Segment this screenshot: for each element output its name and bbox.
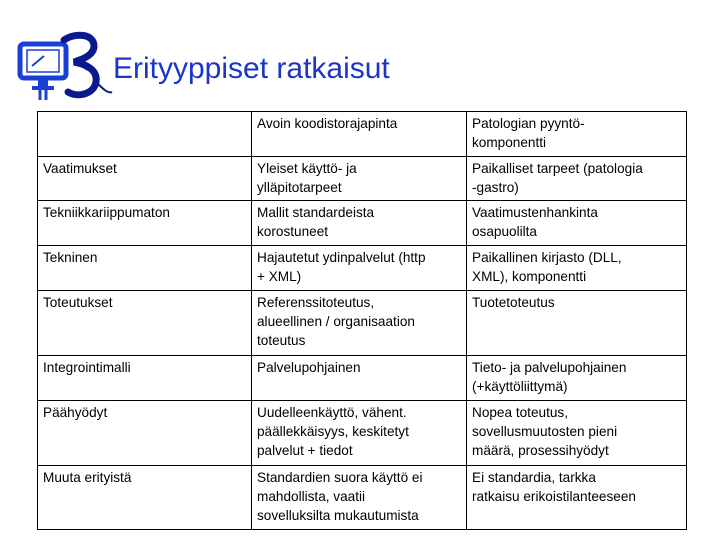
table-cell: Paikallinen kirjasto (DLL, XML), komponentti [467, 246, 687, 291]
table-row-label: Integrointimalli [38, 356, 252, 401]
table-cell: Vaatimustenhankinta osapuolilta [467, 201, 687, 246]
table-cell: Mallit standardeista korostuneet [252, 201, 467, 246]
table-cell: Standardien suora käyttö ei mahdollista, vaatii sovelluksilta mukautumista [252, 466, 467, 530]
table-cell: Nopea toteutus, sovellusmuutosten pieni määrä, prosessihyödyt [467, 401, 687, 466]
table-cell: Referenssitoteutus, alueellinen / organisaation toteutus [252, 291, 467, 356]
page-title: Erityyppiset ratkaisut [113, 52, 390, 85]
comparison-table [37, 111, 687, 530]
table-row [38, 157, 687, 201]
table-row [38, 356, 687, 401]
table-cell: Paikalliset tarpeet (patologia -gastro) [467, 157, 687, 201]
table-row [38, 401, 687, 466]
table-row [38, 246, 687, 291]
table-cell: Ei standardia, tarkka ratkaisu erikoistilanteeseen [467, 466, 687, 530]
table-cell: Hajautetut ydinpalvelut (http + XML) [252, 246, 467, 291]
table-cell: Palvelupohjainen [252, 356, 467, 401]
logo-icon [14, 30, 114, 108]
table-cell: Yleiset käyttö- ja ylläpitotarpeet [252, 157, 467, 201]
table-row [38, 466, 687, 530]
table-row-label: Muuta erityistä [38, 466, 252, 530]
table-row-label: Vaatimukset [38, 157, 252, 201]
table-header-row [38, 112, 687, 157]
table-header-cell: Patologian pyyntö- komponentti [467, 112, 687, 157]
table-cell: Tuotetoteutus [467, 291, 687, 356]
table-header-cell [38, 112, 252, 157]
table-row [38, 291, 687, 356]
table-header-cell: Avoin koodistorajapinta [252, 112, 467, 157]
table-cell: Tieto- ja palvelupohjainen (+käyttöliittymä) [467, 356, 687, 401]
table-row-label: Tekniikkariippumaton [38, 201, 252, 246]
table-row-label: Toteutukset [38, 291, 252, 356]
table-row [38, 201, 687, 246]
table-row-label: Tekninen [38, 246, 252, 291]
table-row-label: Päähyödyt [38, 401, 252, 466]
table-cell: Uudelleenkäyttö, vähent. päällekkäisyys, keskitetyt palvelut + tiedot [252, 401, 467, 466]
